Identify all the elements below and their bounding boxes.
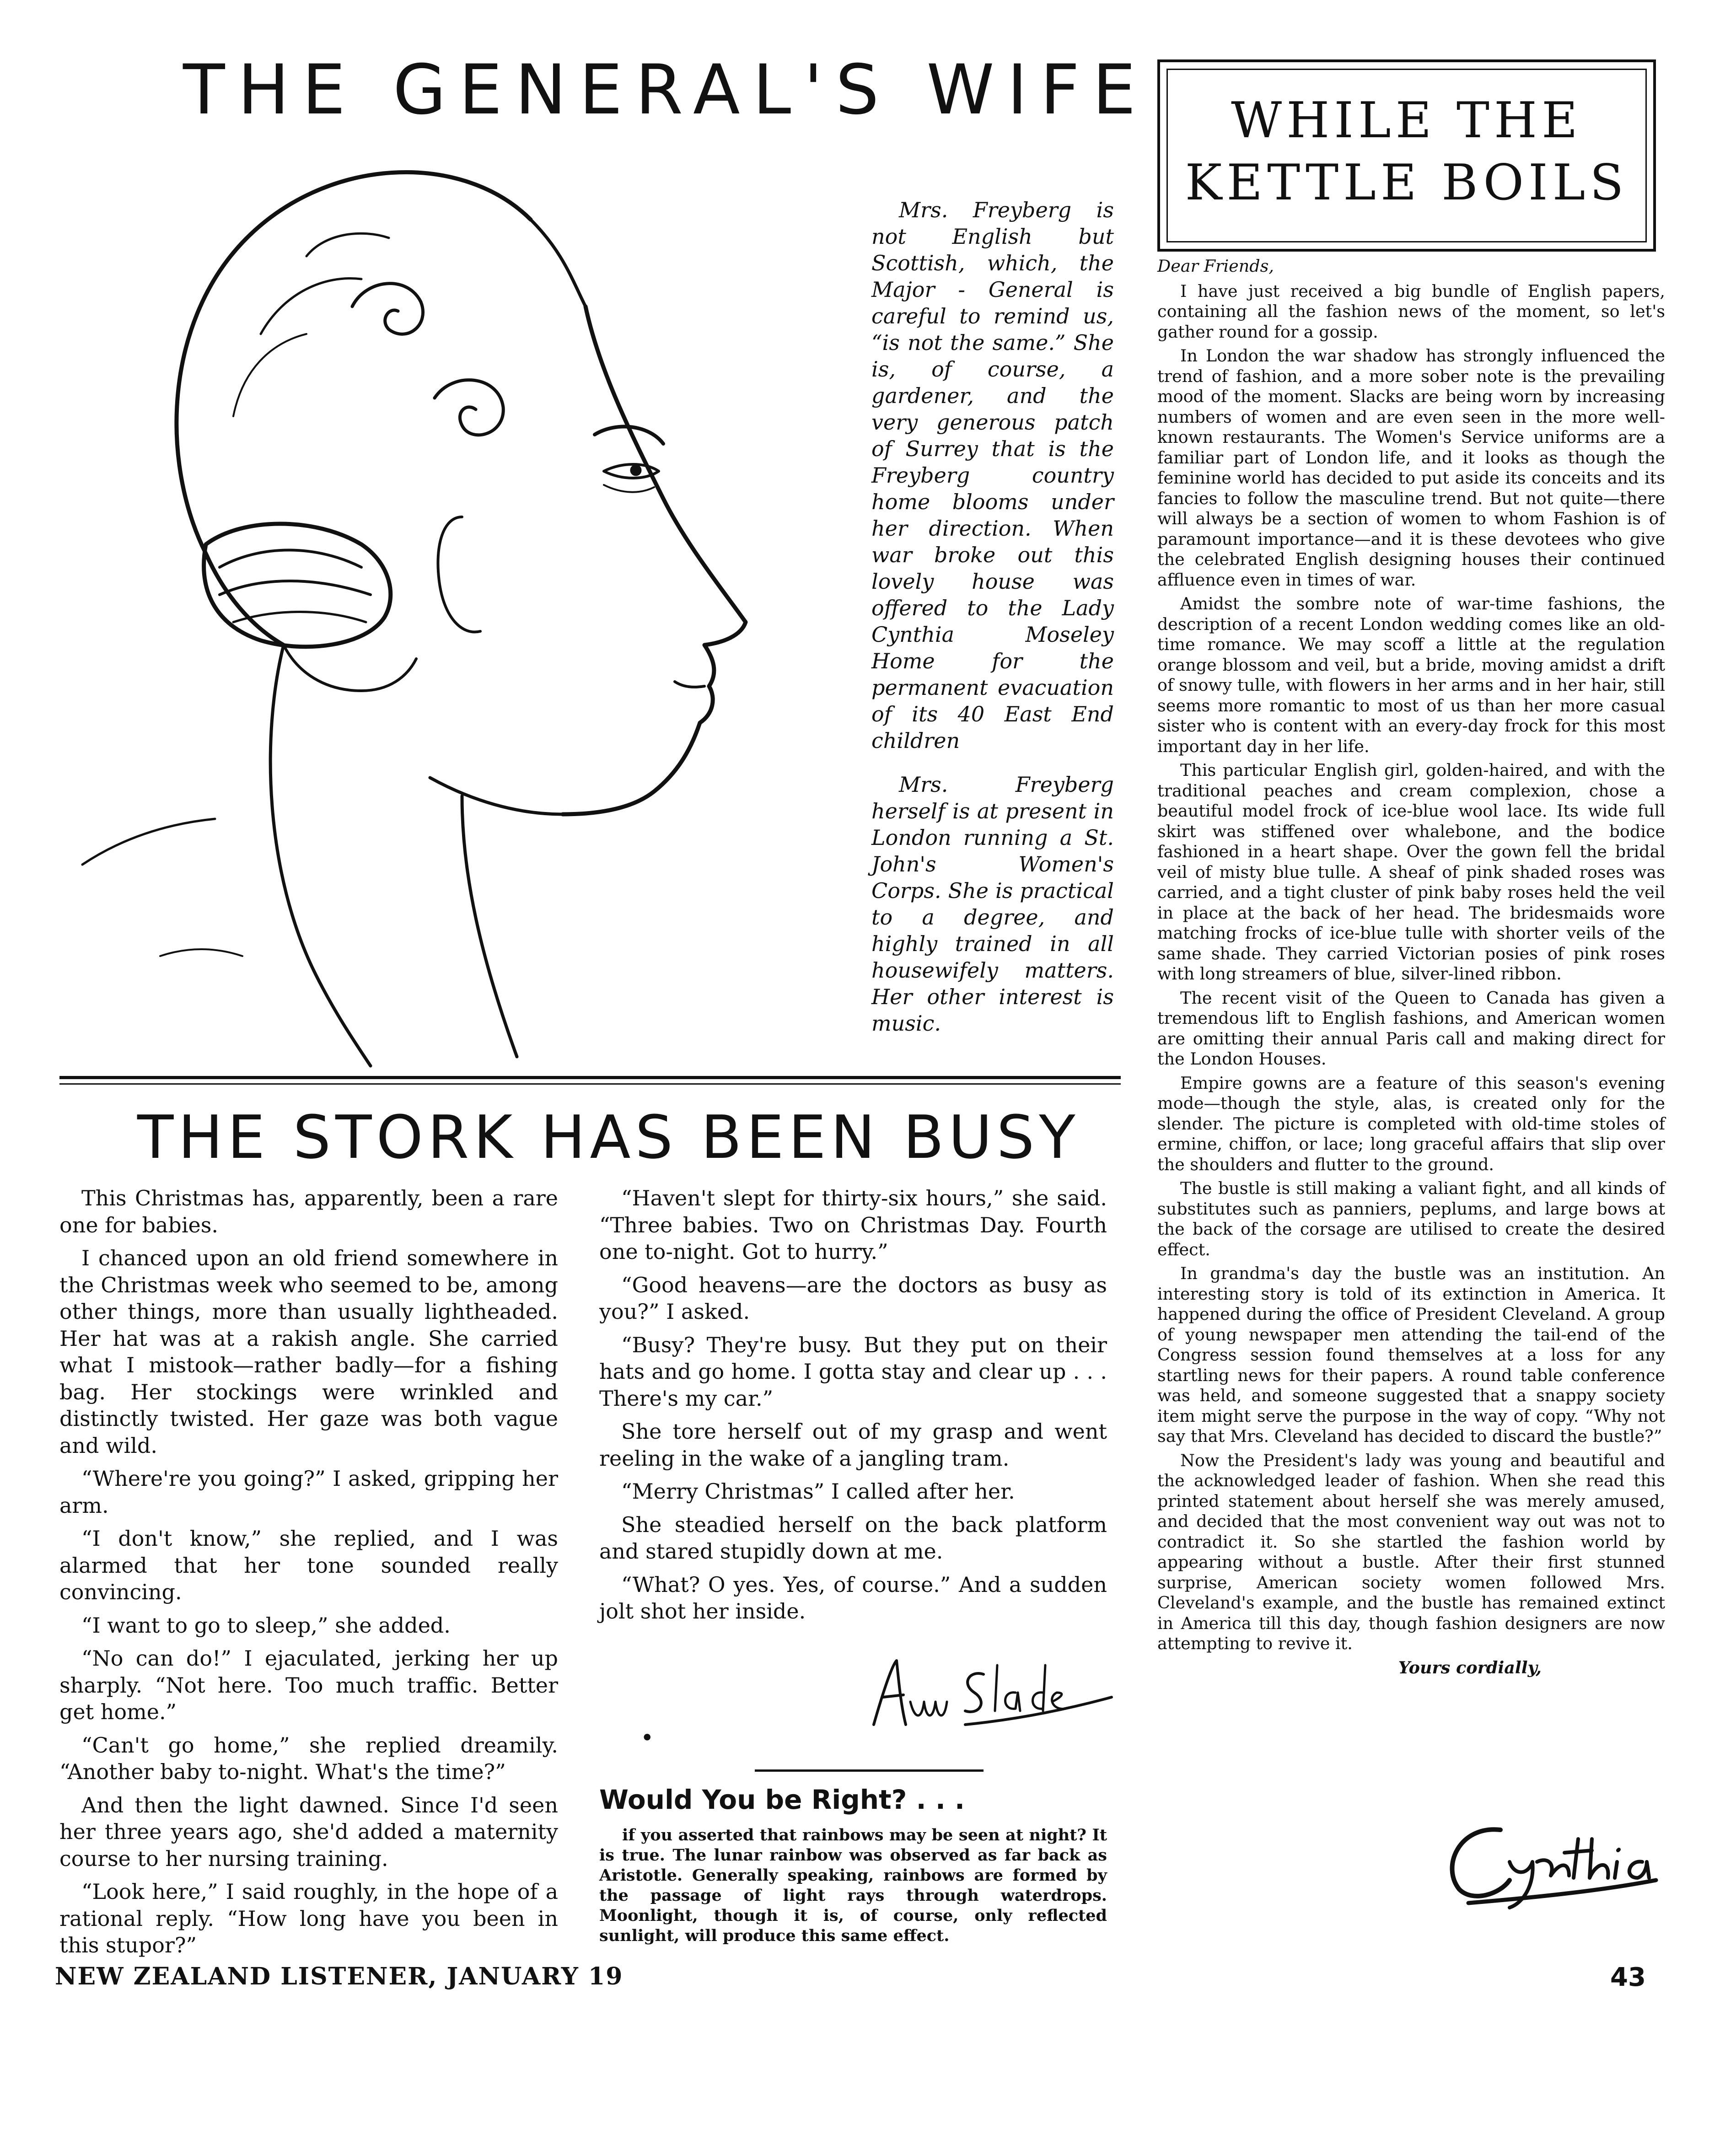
closing: Yours cordially, — [1398, 1657, 1542, 1677]
short-rule — [755, 1769, 984, 1772]
illustration-caption — [871, 197, 1114, 1054]
kettle-paragraph: The recent visit of the Queen to Canada has given a tremendous lift to English fashions, and American women are omitting their annual Paris call and making direct for the London Houses. — [1157, 988, 1665, 1069]
kettle-paragraph: This particular English girl, golden-haired, and with the traditional peaches and cream complexion, chose a beautiful model frock of ice-blue wool lace. Its wide full skirt was stiffened over whalebone, and the bodice fashioned in a heart shape. Over the gown fell the bridal veil of misty blue tulle. A sheaf of pink shaded roses was carried, and a tight cluster of pink baby roses held the veil in place at the back of her head. The bridesmaids wore matching frocks of ice-blue tulle with shorter veils of the same shade. They carried Victorian posies of pink roses with long streamers of blue, silver-lined ribbon. — [1157, 760, 1665, 984]
kettle-paragraph: Empire gowns are a feature of this season's evening mode—though the style, alas, is created only for the slender. The picture is completed with old-time stoles of ermine, chiffon, or lace; long graceful affairs that slip over the shoulders and flutter to the ground. — [1157, 1073, 1665, 1174]
kettle-paragraph: I have just received a big bundle of English papers, containing all the fashion news of the moment, so let's gather round for a gossip. — [1157, 281, 1665, 342]
signature-ann-slade-text: Ann Slade — [865, 1732, 888, 1737]
kettle-paragraph: In London the war shadow has strongly influenced the trend of fashion, and a more sober note is the prevailing mood of the moment. Slacks are being worn by increasing numbers of women and are even seen in the more well-known restaurants. The Women's Service uniforms are a familiar part of London life, and it looks as though the feminine world has decided to put aside its conceits and its fancies to follow the masculine trend. But not quite—there will always be a section of women to whom Fashion is of paramount importance—and it is these devotees who give the celebrated English designing houses their continued affluence even in times of war. — [1157, 346, 1665, 590]
stork-paragraph: She tore herself out of my grasp and went reeling in the wake of a jangling tram. — [599, 1419, 1107, 1471]
caption-paragraph: Mrs. Freyberg herself is at present in London running a St. John's Women's Corps. She is practical to a degree, and highly trained in all housewifely matters. Her other interest is music. — [871, 772, 1114, 1036]
stork-paragraph: This Christmas has, apparently, been a rare one for babies. — [59, 1186, 558, 1237]
footer-publication: NEW ZEALAND LISTENER, JANUARY 19 — [55, 1962, 623, 1990]
page-number: 43 — [1610, 1962, 1646, 1992]
kettle-title-line: WHILE THE — [1231, 92, 1582, 149]
stork-paragraph: “No can do!” I ejaculated, jerking her up sharply. “Not here. Too much traffic. Better get home.” — [59, 1646, 558, 1724]
kettle-boils-column — [1157, 256, 1665, 1682]
salutation: Dear Friends, — [1157, 256, 1274, 276]
kettle-paragraph: In grandma's day the bustle was an institution. An interesting story is told of its extinction in America. It happened during the office of President Cleveland. A group of young newspaper men attending the tail-end of the Congress session found themselves at a loss for any startling news for their papers. A round table conference was held, and someone suggested that a snappy society item might serve the purpose in the way of copy. “Why not say that Mrs. Cleveland has decided to discard the bustle?” — [1157, 1263, 1665, 1446]
kettle-paragraph: Amidst the sombre note of war-time fashions, the description of a recent London wedding comes like an old-time romance. We may scoff a little at the regulation orange blossom and veil, but a bride, moving amidst a drift of snowy tulle, with flowers in her arms and in her hair, still seems more romantic to most of us than her more casual sister who is content with an every-day frock for this most important day in her life. — [1157, 594, 1665, 756]
section-divider — [59, 1083, 1121, 1085]
stork-paragraph: I chanced upon an old friend somewhere in the Christmas week who seemed to be, among other things, more than usually lightheaded. Her hat was at a rakish angle. She carried what I mistook—rather badly—for a fishing bag. Her stockings were wrinkled and distinctly twisted. Her gaze was both vague and wild. — [59, 1246, 558, 1458]
kettle-paragraph: Now the President's lady was young and beautiful and the acknowledged leader of fashion. When she read this printed statement about herself she was merely amused, and decided that the most convenient way out was not to contradict it. So she startled the fashion world by appearing without a bustle. After their first stunned surprise, American society women followed Mrs. Cleveland's example, and the bustle has remained extinct in America till this day, though fashion designers are now attempting to revive it. — [1157, 1450, 1665, 1653]
signature-ann-slade — [860, 1647, 1116, 1738]
stork-paragraph: “Where're you going?” I asked, gripping her arm. — [59, 1466, 558, 1518]
signature-cynthia-text: Cynthia — [1436, 1915, 1455, 1920]
stork-column-left — [59, 1185, 558, 1965]
stork-paragraph: “I don't know,” she replied, and I was alarmed that her tone sounded really convincing. — [59, 1526, 558, 1604]
kettle-boils-title — [1160, 90, 1653, 214]
stork-paragraph: “Haven't slept for thirty-six hours,” she said. “Three babies. Two on Christmas Day. Fourth one to-night. Got to hurry.” — [599, 1186, 1107, 1264]
stork-paragraph: “What? O yes. Yes, of course.” And a sudden jolt shot her inside. — [599, 1572, 1107, 1624]
stork-paragraph: She steadied herself on the back platform and stared stupidly down at me. — [599, 1512, 1107, 1564]
kettle-boils-title-box — [1157, 59, 1656, 252]
stork-paragraph: “Can't go home,” she replied dreamily. “Another baby to-night. What's the time?” — [59, 1732, 558, 1784]
stork-paragraph: And then the light dawned. Since I'd seen her three years ago, she'd added a maternity course to her nursing training. — [59, 1792, 558, 1871]
stork-column-middle — [599, 1185, 1107, 1631]
article-title-stork: THE STORK HAS BEEN BUSY — [137, 1102, 1080, 1172]
stork-paragraph: “Good heavens—are the doctors as busy as you?” I asked. — [599, 1272, 1107, 1324]
would-you-be-right-body: if you asserted that rainbows may be seen at night? It is true. The lunar rainbow was observed as far back as Aristotle. Generally speaking, rainbows are formed by the passage of light rays through waterdrops. Moonlight, though it is, of course, only reflected sunlight, will produce this same effect. — [599, 1826, 1107, 1945]
signature-cynthia — [1432, 1812, 1670, 1921]
woman-profile-illustration — [69, 142, 846, 1080]
stork-paragraph: “Look here,” I said roughly, in the hope of a rational reply. “How long have you been in this stupor?” — [59, 1879, 558, 1957]
stork-paragraph: “Merry Christmas” I called after her. — [621, 1479, 1015, 1504]
would-you-be-right-title: Would You be Right? . . . — [599, 1784, 965, 1815]
section-divider — [59, 1076, 1121, 1079]
stork-paragraph: “Busy? They're busy. But they put on their hats and go home. I gotta stay and clear up . . . There's my car.” — [599, 1332, 1107, 1411]
article-title-generals-wife: THE GENERAL'S WIFE — [183, 50, 1149, 130]
stray-dot: • — [640, 1725, 654, 1751]
caption-paragraph: Mrs. Freyberg is not English but Scottish, which, the Major - General is careful to remind us, “is not the same.” She is, of course, a gardener, and the very generous patch of Surrey that is the Freyberg country home blooms under her direction. When war broke out this lovely house was offered to the Lady Cynthia Moseley Home for the permanent evacuation of its 40 East End children — [871, 198, 1114, 753]
kettle-title-line: KETTLE BOILS — [1185, 154, 1629, 211]
kettle-paragraph: The bustle is still making a valiant fight, and all kinds of substitutes such as panniers, peplums, and large bows at the back of the corsage are utilised to create the desired effect. — [1157, 1178, 1665, 1259]
stork-paragraph: “I want to go to sleep,” she added. — [81, 1613, 451, 1638]
